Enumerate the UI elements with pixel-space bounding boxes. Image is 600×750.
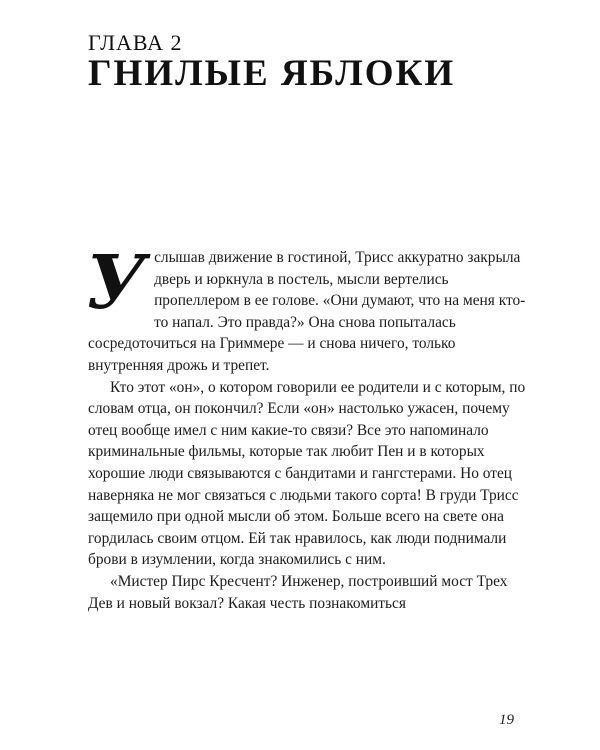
chapter-title: ГНИЛЫЕ ЯБЛОКИ xyxy=(88,53,456,94)
paragraph-2: Кто этот «он», о котором говорили ее родители и с которым, по словам отца, он покончил? Если «он» настолько ужасен, почему отец вообще имел с ним какие-то связи? Все это напоминало криминальные фильмы, которые так любит Пен и в которых хорошие люди связываются с бандитами и гангстерами. Но отец наверняка не мог связаться с людьми такого сорта! В груди Трисс защемило при одной мысли об этом. Больше всего на свете она гордилась своим отцом. Ей так нравилось, как люди поднимали брови в изумлении, когда знакомились с ним. xyxy=(88,378,526,569)
paragraph-1-text: слышав движение в гостиной, Трисс аккуратно закрыла дверь и юркнула в постель, мысли вертелись пропеллером в ее голове. «Они думают, что на меня кто-то напал. Это правда?» Она снова попыталась сосредоточиться на Гриммере — и снова ничего, только внутренняя дрожь и трепет. xyxy=(88,249,526,374)
chapter-label: ГЛАВА 2 xyxy=(88,30,183,55)
paragraph-1 xyxy=(86,240,528,377)
drop-cap: У xyxy=(86,240,147,326)
paragraph-3: «Мистер Пирс Кресчент? Инженер, построивший мост Трех Дев и новый вокзал? Какая честь познакомиться xyxy=(88,572,508,612)
chapter-body xyxy=(86,240,528,614)
page-number: 19 xyxy=(499,712,514,728)
